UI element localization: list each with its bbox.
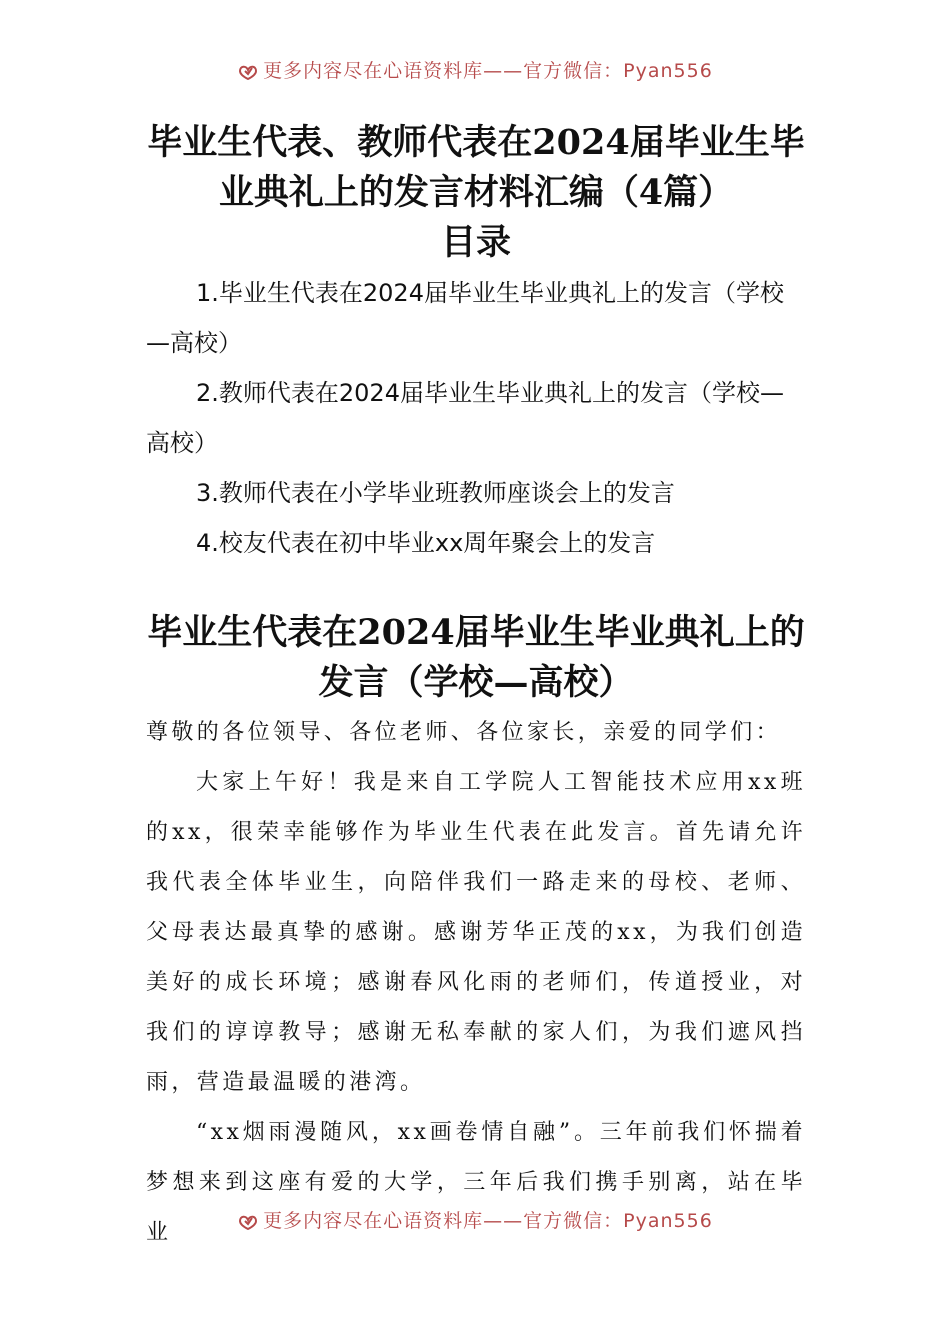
speech-body — [146, 708, 806, 1258]
paragraph: 大家上午好！我是来自工学院人工智能技术应用xx班的xx，很荣幸能够作为毕业生代表在此发言。首先请允许我代表全体毕业生，向陪伴我们一路走来的母校、老师、父母表达最真挚的感谢。感谢芳华正茂的xx，为我们创造美好的成长环境；感谢春风化雨的老师们，传道授业，对我们的谆谆教导；感谢无私奉献的家人们，为我们遮风挡雨，营造最温暖的港湾。 — [146, 770, 806, 1095]
logo-icon — [237, 62, 259, 80]
document-title: 毕业生代表、教师代表在2024届毕业生毕业典礼上的发言材料汇编（4篇） — [147, 122, 805, 213]
section-title: 毕业生代表在2024届毕业生毕业典礼上的发言（学校—高校） — [147, 612, 805, 703]
watermark-bottom — [0, 1206, 950, 1232]
toc-item: 1.毕业生代表在2024届毕业生毕业典礼上的发言（学校—高校） — [146, 279, 784, 357]
table-of-contents — [146, 268, 806, 568]
watermark-text: 更多内容尽在心语资料库——官方微信：Pyan556 — [263, 1210, 713, 1232]
logo-icon — [237, 1212, 259, 1230]
toc-item: 2.教师代表在2024届毕业生毕业典礼上的发言（学校—高校） — [146, 379, 784, 457]
watermark-top — [0, 56, 950, 82]
paragraph-greeting: 尊敬的各位领导、各位老师、各位家长，亲爱的同学们： — [146, 720, 782, 745]
toc-heading: 目录 — [440, 222, 511, 263]
watermark-text: 更多内容尽在心语资料库——官方微信：Pyan556 — [263, 60, 713, 82]
toc-item: 3.教师代表在小学毕业班教师座谈会上的发言 — [196, 479, 675, 507]
document-content — [146, 118, 806, 1258]
toc-item: 4.校友代表在初中毕业xx周年聚会上的发言 — [196, 529, 656, 557]
paragraph: “xx烟雨漫随风，xx画卷情自融”。三年前我们怀揣着梦想来到这座有爱的大学，三年后我们携手别离，站在毕业 — [146, 1120, 806, 1245]
